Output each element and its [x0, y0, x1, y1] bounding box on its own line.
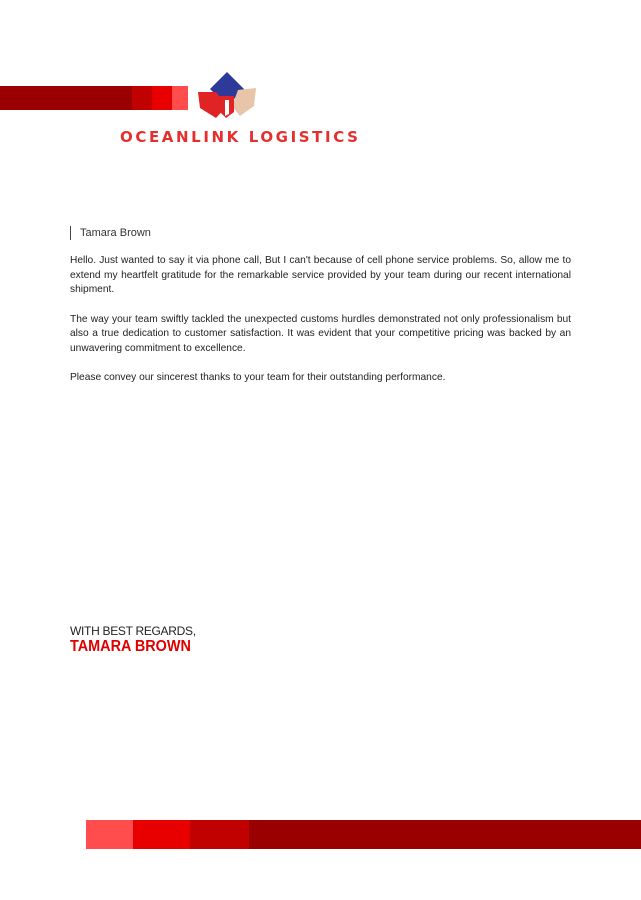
band-segment-light [172, 86, 188, 110]
band-segment-dark [0, 86, 132, 110]
band-segment-medium [132, 86, 152, 110]
letter-body [70, 254, 571, 401]
band-segment-bright [152, 86, 172, 110]
letter-closing [70, 624, 200, 656]
letter-paragraph: The way your team swiftly tackled the unexpected customs hurdles demonstrated not only professionalism but also a true dedication to customer satisfaction. It was evident that your competitive pricing was backed by an unwavering commitment to excellence. [70, 313, 571, 354]
band-segment-medium [190, 820, 249, 849]
footer-color-band [86, 820, 641, 849]
band-segment-dark [249, 820, 641, 849]
company-name: OCEANLINK LOGISTICS [120, 128, 361, 146]
closing-salutation: WITH BEST REGARDS, [70, 624, 196, 638]
header-color-band [0, 86, 188, 110]
signature-name: TAMARA BROWN [70, 638, 191, 655]
letter-paragraph: Please convey our sincerest thanks to your team for their outstanding performance. [70, 372, 446, 383]
band-segment-light [86, 820, 133, 849]
band-segment-bright [133, 820, 190, 849]
letter-paragraph: Hello. Just wanted to say it via phone call, But I can't because of cell phone service problems. So, allow me to extend my heartfelt gratitude for the remarkable service provided by your team during our recent international shipment. [70, 255, 571, 295]
oceanlink-logo-icon [196, 70, 258, 120]
recipient-name: Tamara Brown [70, 226, 151, 240]
